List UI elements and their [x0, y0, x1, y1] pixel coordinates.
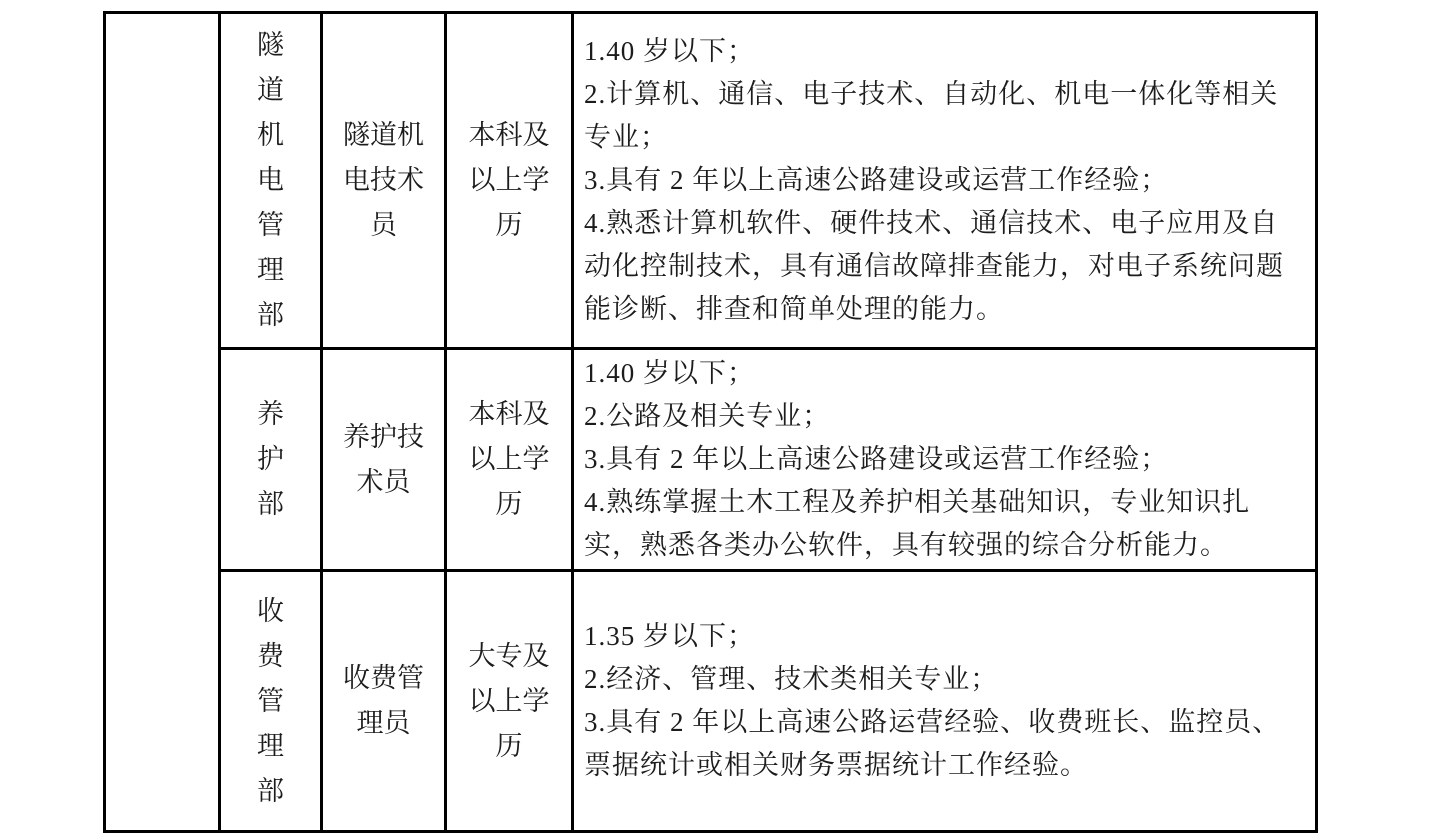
requirements-cell: [573, 571, 1317, 832]
requirements-cell: [573, 13, 1317, 349]
requirements-list: [574, 615, 1315, 787]
position-cell: [322, 571, 446, 832]
requirement-item: 2.经济、管理、技术类相关专业；: [584, 664, 999, 694]
department-cell: [220, 571, 322, 832]
position-text: 养护技术员: [343, 421, 424, 497]
requirement-item: 4.熟练掌握土木工程及养护相关基础知识，专业知识扎实，熟悉各类办公软件，具有较强的综合分析能力。: [584, 487, 1251, 560]
department-text: 收费管理部: [256, 595, 284, 806]
requirements-list: [574, 352, 1315, 567]
requirement-item: 3.具有 2 年以上高速公路运营经验、收费班长、监控员、票据统计或相关财务票据统计工作经验。: [584, 707, 1281, 780]
requirements-cell: [573, 349, 1317, 571]
department-text: 隧道机电管理部: [256, 30, 284, 330]
department-text: 养护部: [256, 399, 284, 519]
position-text: 隧道机电技术员: [343, 120, 424, 240]
recruitment-table: [103, 11, 1318, 833]
merged-empty-cell: [105, 13, 220, 832]
position-text: 收费管理员: [343, 663, 424, 738]
education-text: 大专及以上学历: [468, 640, 550, 761]
requirement-item: 3.具有 2 年以上高速公路建设或运营工作经验；: [584, 444, 1169, 474]
table-row: [105, 349, 1317, 571]
position-cell: [322, 349, 446, 571]
education-cell: [446, 571, 573, 832]
education-cell: [446, 349, 573, 571]
table-row: [105, 13, 1317, 349]
requirement-item: 1.40 岁以下；: [584, 36, 755, 66]
education-cell: [446, 13, 573, 349]
position-cell: [322, 13, 446, 349]
education-text: 本科及以上学历: [468, 399, 550, 519]
requirement-item: 1.35 岁以下；: [584, 621, 755, 651]
requirement-item: 2.公路及相关专业；: [584, 401, 831, 431]
requirement-item: 2.计算机、通信、电子技术、自动化、机电一体化等相关专业；: [584, 79, 1279, 152]
department-cell: [220, 13, 322, 349]
requirements-list: [574, 30, 1315, 331]
education-text: 本科及以上学历: [468, 120, 550, 240]
department-cell: [220, 349, 322, 571]
table-row: [105, 571, 1317, 832]
requirement-item: 4.熟悉计算机软件、硬件技术、通信技术、电子应用及自动化控制技术，具有通信故障排查能力，对电子系统问题能诊断、排查和简单处理的能力。: [584, 208, 1284, 324]
requirement-item: 1.40 岁以下；: [584, 358, 755, 388]
requirement-item: 3.具有 2 年以上高速公路建设或运营工作经验；: [584, 165, 1169, 195]
